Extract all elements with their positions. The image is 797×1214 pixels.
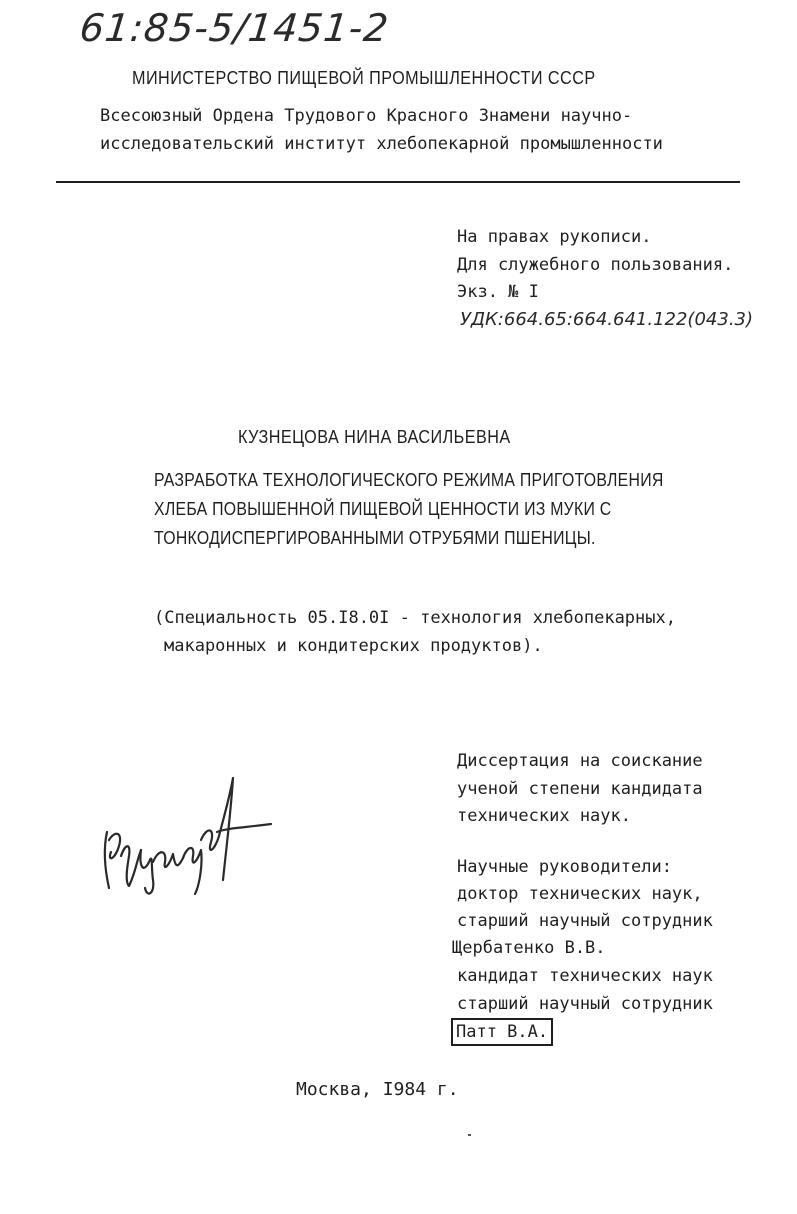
specialty-line-1: (Специальность 05.I8.0I - технология хлебопекарных, <box>154 608 676 628</box>
ministry-heading: МИНИСТЕРСТВО ПИЩЕВОЙ ПРОМЫШЛЕННОСТИ СССР <box>132 68 596 88</box>
specialty-line-2: макаронных и кондитерских продуктов). <box>164 636 543 656</box>
supervisor-2-name: Патт В.А. <box>451 1018 553 1046</box>
header-divider <box>56 181 740 183</box>
udc-code: УДК:664.65:664.641.122(043.3) <box>460 309 754 330</box>
supervisor-1-degree: доктор технических наук, <box>457 884 703 904</box>
author-name: КУЗНЕЦОВА НИНА ВАСИЛЬЕВНА <box>238 427 511 447</box>
official-use-note: Для служебного пользования. <box>457 255 734 275</box>
dissertation-line-3: технических наук. <box>457 806 631 826</box>
scan-speck <box>468 1134 471 1136</box>
institute-line-1: Всесоюзный Ордена Трудового Красного Знамени научно- <box>100 106 633 126</box>
supervisor-2-degree: кандидат технических наук <box>457 966 713 986</box>
dissertation-line-2: ученой степени кандидата <box>457 779 703 799</box>
supervisor-2-title: старший научный сотрудник <box>457 994 713 1014</box>
copy-number: Экз. № I <box>457 282 539 302</box>
supervisor-1-title: старший научный сотрудник <box>457 911 713 931</box>
thesis-title-line-2: ХЛЕБА ПОВЫШЕННОЙ ПИЩЕВОЙ ЦЕННОСТИ ИЗ МУКИ С <box>154 499 612 519</box>
thesis-title-line-3: ТОНКОДИСПЕРГИРОВАННЫМИ ОТРУБЯМИ ПШЕНИЦЫ. <box>154 528 596 548</box>
author-signature <box>95 770 275 900</box>
supervisors-heading: Научные руководители: <box>457 857 672 877</box>
manuscript-rights: На правах рукописи. <box>457 227 652 247</box>
supervisor-1-name: Щербатенко В.В. <box>452 938 606 958</box>
thesis-title-line-1: РАЗРАБОТКА ТЕХНОЛОГИЧЕСКОГО РЕЖИМА ПРИГОТОВЛЕНИЯ <box>154 470 664 490</box>
archive-code: 61:85-5/1451-2 <box>77 6 392 50</box>
dissertation-line-1: Диссертация на соискание <box>457 751 703 771</box>
institute-line-2: исследовательский институт хлебопекарной промышленности <box>100 134 663 154</box>
place-year: Москва, I984 г. <box>296 1079 459 1100</box>
